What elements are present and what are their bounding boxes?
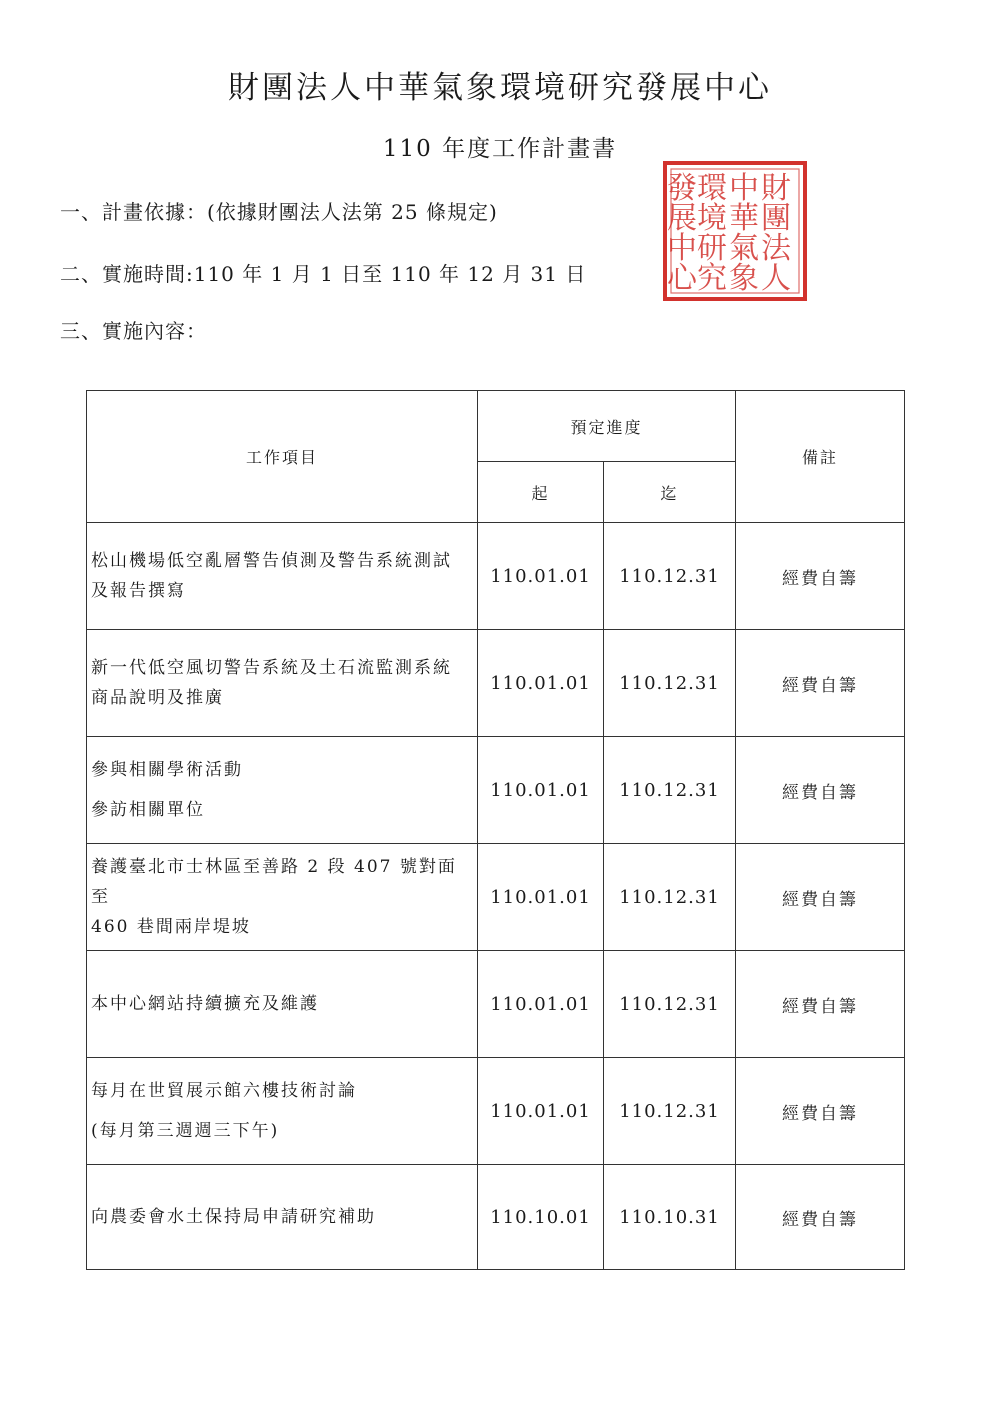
end-date-cell: 110.12.31 (604, 737, 736, 844)
work-item-cell: 參與相關學術活動 參訪相關單位 (87, 737, 478, 844)
end-date-cell: 110.12.31 (604, 1058, 736, 1165)
start-date-cell: 110.01.01 (478, 523, 604, 630)
seal-glyph: 展 (667, 201, 697, 236)
seal-glyph: 究 (697, 261, 727, 296)
end-date-cell: 110.12.31 (604, 630, 736, 737)
note-cell: 經費自籌 (736, 1058, 905, 1165)
end-date-cell: 110.12.31 (604, 844, 736, 951)
seal-glyph: 華 (729, 201, 759, 236)
note-cell: 經費自籌 (736, 1165, 905, 1270)
start-date-cell: 110.01.01 (478, 844, 604, 951)
table-row (87, 1058, 905, 1165)
seal-glyph: 象 (729, 261, 759, 296)
section-period: 二、實施時間:110 年 1 月 1 日至 110 年 12 月 31 日 (60, 262, 587, 286)
work-item-cell: 本中心網站持續擴充及維護 (87, 951, 478, 1058)
note-cell: 經費自籌 (736, 523, 905, 630)
seal-glyph: 團 (761, 201, 791, 236)
work-item-cell: 養護臺北市士林區至善路 2 段 407 號對面至 460 巷間兩岸堤坡 (87, 844, 478, 951)
start-date-cell: 110.01.01 (478, 1058, 604, 1165)
seal-glyph: 境 (697, 201, 727, 236)
note-cell: 經費自籌 (736, 630, 905, 737)
table-row (87, 1165, 905, 1270)
seal-glyph: 中 (667, 231, 697, 266)
seal-glyph: 財 (761, 171, 791, 206)
table-row (87, 737, 905, 844)
seal-glyph: 環 (697, 171, 727, 206)
seal-glyph: 中 (729, 171, 759, 206)
start-date-cell: 110.01.01 (478, 951, 604, 1058)
seal-glyph: 氣 (729, 231, 759, 266)
table-row (87, 630, 905, 737)
header-start: 起 (478, 462, 604, 523)
header-note: 備註 (736, 391, 905, 523)
note-cell: 經費自籌 (736, 844, 905, 951)
seal-glyph: 研 (697, 231, 727, 266)
work-item-cell: 每月在世貿展示館六樓技術討論 (每月第三週週三下午) (87, 1058, 478, 1165)
work-item-cell: 松山機場低空亂層警告偵測及警告系統測試 及報告撰寫 (87, 523, 478, 630)
work-item-cell: 向農委會水土保持局申請研究補助 (87, 1165, 478, 1270)
start-date-cell: 110.10.01 (478, 1165, 604, 1270)
header-schedule: 預定進度 (478, 391, 736, 462)
plan-title: 110 年度工作計畫書 (382, 136, 618, 162)
note-cell: 經費自籌 (736, 737, 905, 844)
header-end: 迄 (604, 462, 736, 523)
seal-glyph: 法 (761, 231, 791, 266)
seal-glyph: 發 (667, 171, 697, 206)
official-seal-stamp (662, 160, 808, 302)
seal-glyph: 人 (761, 261, 791, 296)
header-work-item: 工作項目 (87, 391, 478, 523)
end-date-cell: 110.12.31 (604, 523, 736, 630)
end-date-cell: 110.12.31 (604, 951, 736, 1058)
end-date-cell: 110.10.31 (604, 1165, 736, 1270)
work-plan-table (86, 390, 905, 1270)
seal-glyph: 心 (667, 261, 697, 296)
start-date-cell: 110.01.01 (478, 737, 604, 844)
note-cell: 經費自籌 (736, 951, 905, 1058)
table-row (87, 951, 905, 1058)
table-row (87, 844, 905, 951)
work-item-cell: 新一代低空風切警告系統及土石流監測系統 商品說明及推廣 (87, 630, 478, 737)
table-row (87, 523, 905, 630)
section-content: 三、實施內容： (60, 319, 207, 343)
section-basis: 一、計畫依據：(依據財團法人法第 25 條規定) (60, 200, 498, 224)
organization-title: 財團法人中華氣象環境研究發展中心 (228, 70, 772, 106)
start-date-cell: 110.01.01 (478, 630, 604, 737)
